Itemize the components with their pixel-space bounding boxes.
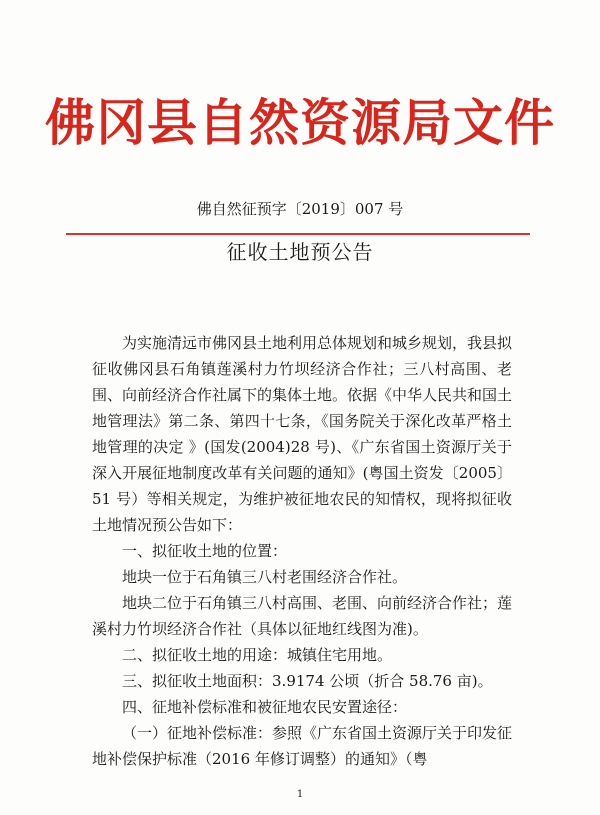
body-paragraph-section-2: 二、拟征收土地的用途：城镇住宅用地。 [122, 646, 393, 664]
notice-body [92, 330, 512, 772]
body-paragraph-parcel-2: 地块二位于石角镇三八村高围、老围、向前经济合作社；莲溪村力竹坝经济合作社（具体以征地红线图为准)。 [92, 594, 513, 638]
page-number: 1 [296, 789, 304, 800]
notice-title: 征收土地预公告 [226, 240, 374, 264]
body-paragraph-parcel-1: 地块一位于石角镇三八村老围经济合作社。 [122, 568, 408, 586]
red-divider-rule [66, 233, 530, 235]
body-paragraph-intro: 为实施清远市佛冈县土地利用总体规划和城乡规划，我县拟征收佛冈县石角镇莲溪村力竹坝经济合作社；三八村高围、老围、向前经济合作社属下的集体土地。依据《中华人民共和国土地管理法》第二条、第四十七条，《国务院关于深化改革严格土地管理的决定 》(国发(2004)28 号)、《广东省国土资源厅关于深入开展征地制度改革有关问题的通知》(粤国土资发〔2005〕51 号）等相关规定，为维护被征地农民的知情权，现将拟征收土地情况预公告如下： [92, 334, 513, 534]
document-number: 佛自然征预字〔2019〕007 号 [196, 200, 404, 218]
issuer-header-title: 佛冈县自然资源局文件 [45, 93, 555, 152]
body-paragraph-section-4: 四、征地补偿标准和被征地农民安置途径： [122, 698, 408, 716]
body-paragraph-section-1: 一、拟征收土地的位置： [122, 542, 288, 560]
body-paragraph-section-3: 三、拟征收土地面积：3.9174 公顷（折合 58.76 亩)。 [122, 672, 493, 690]
body-paragraph-compensation: （一）征地补偿标准：参照《广东省国土资源厅关于印发征地补偿保护标准（2016 年修订调整）的通知》（粤 [92, 724, 513, 768]
